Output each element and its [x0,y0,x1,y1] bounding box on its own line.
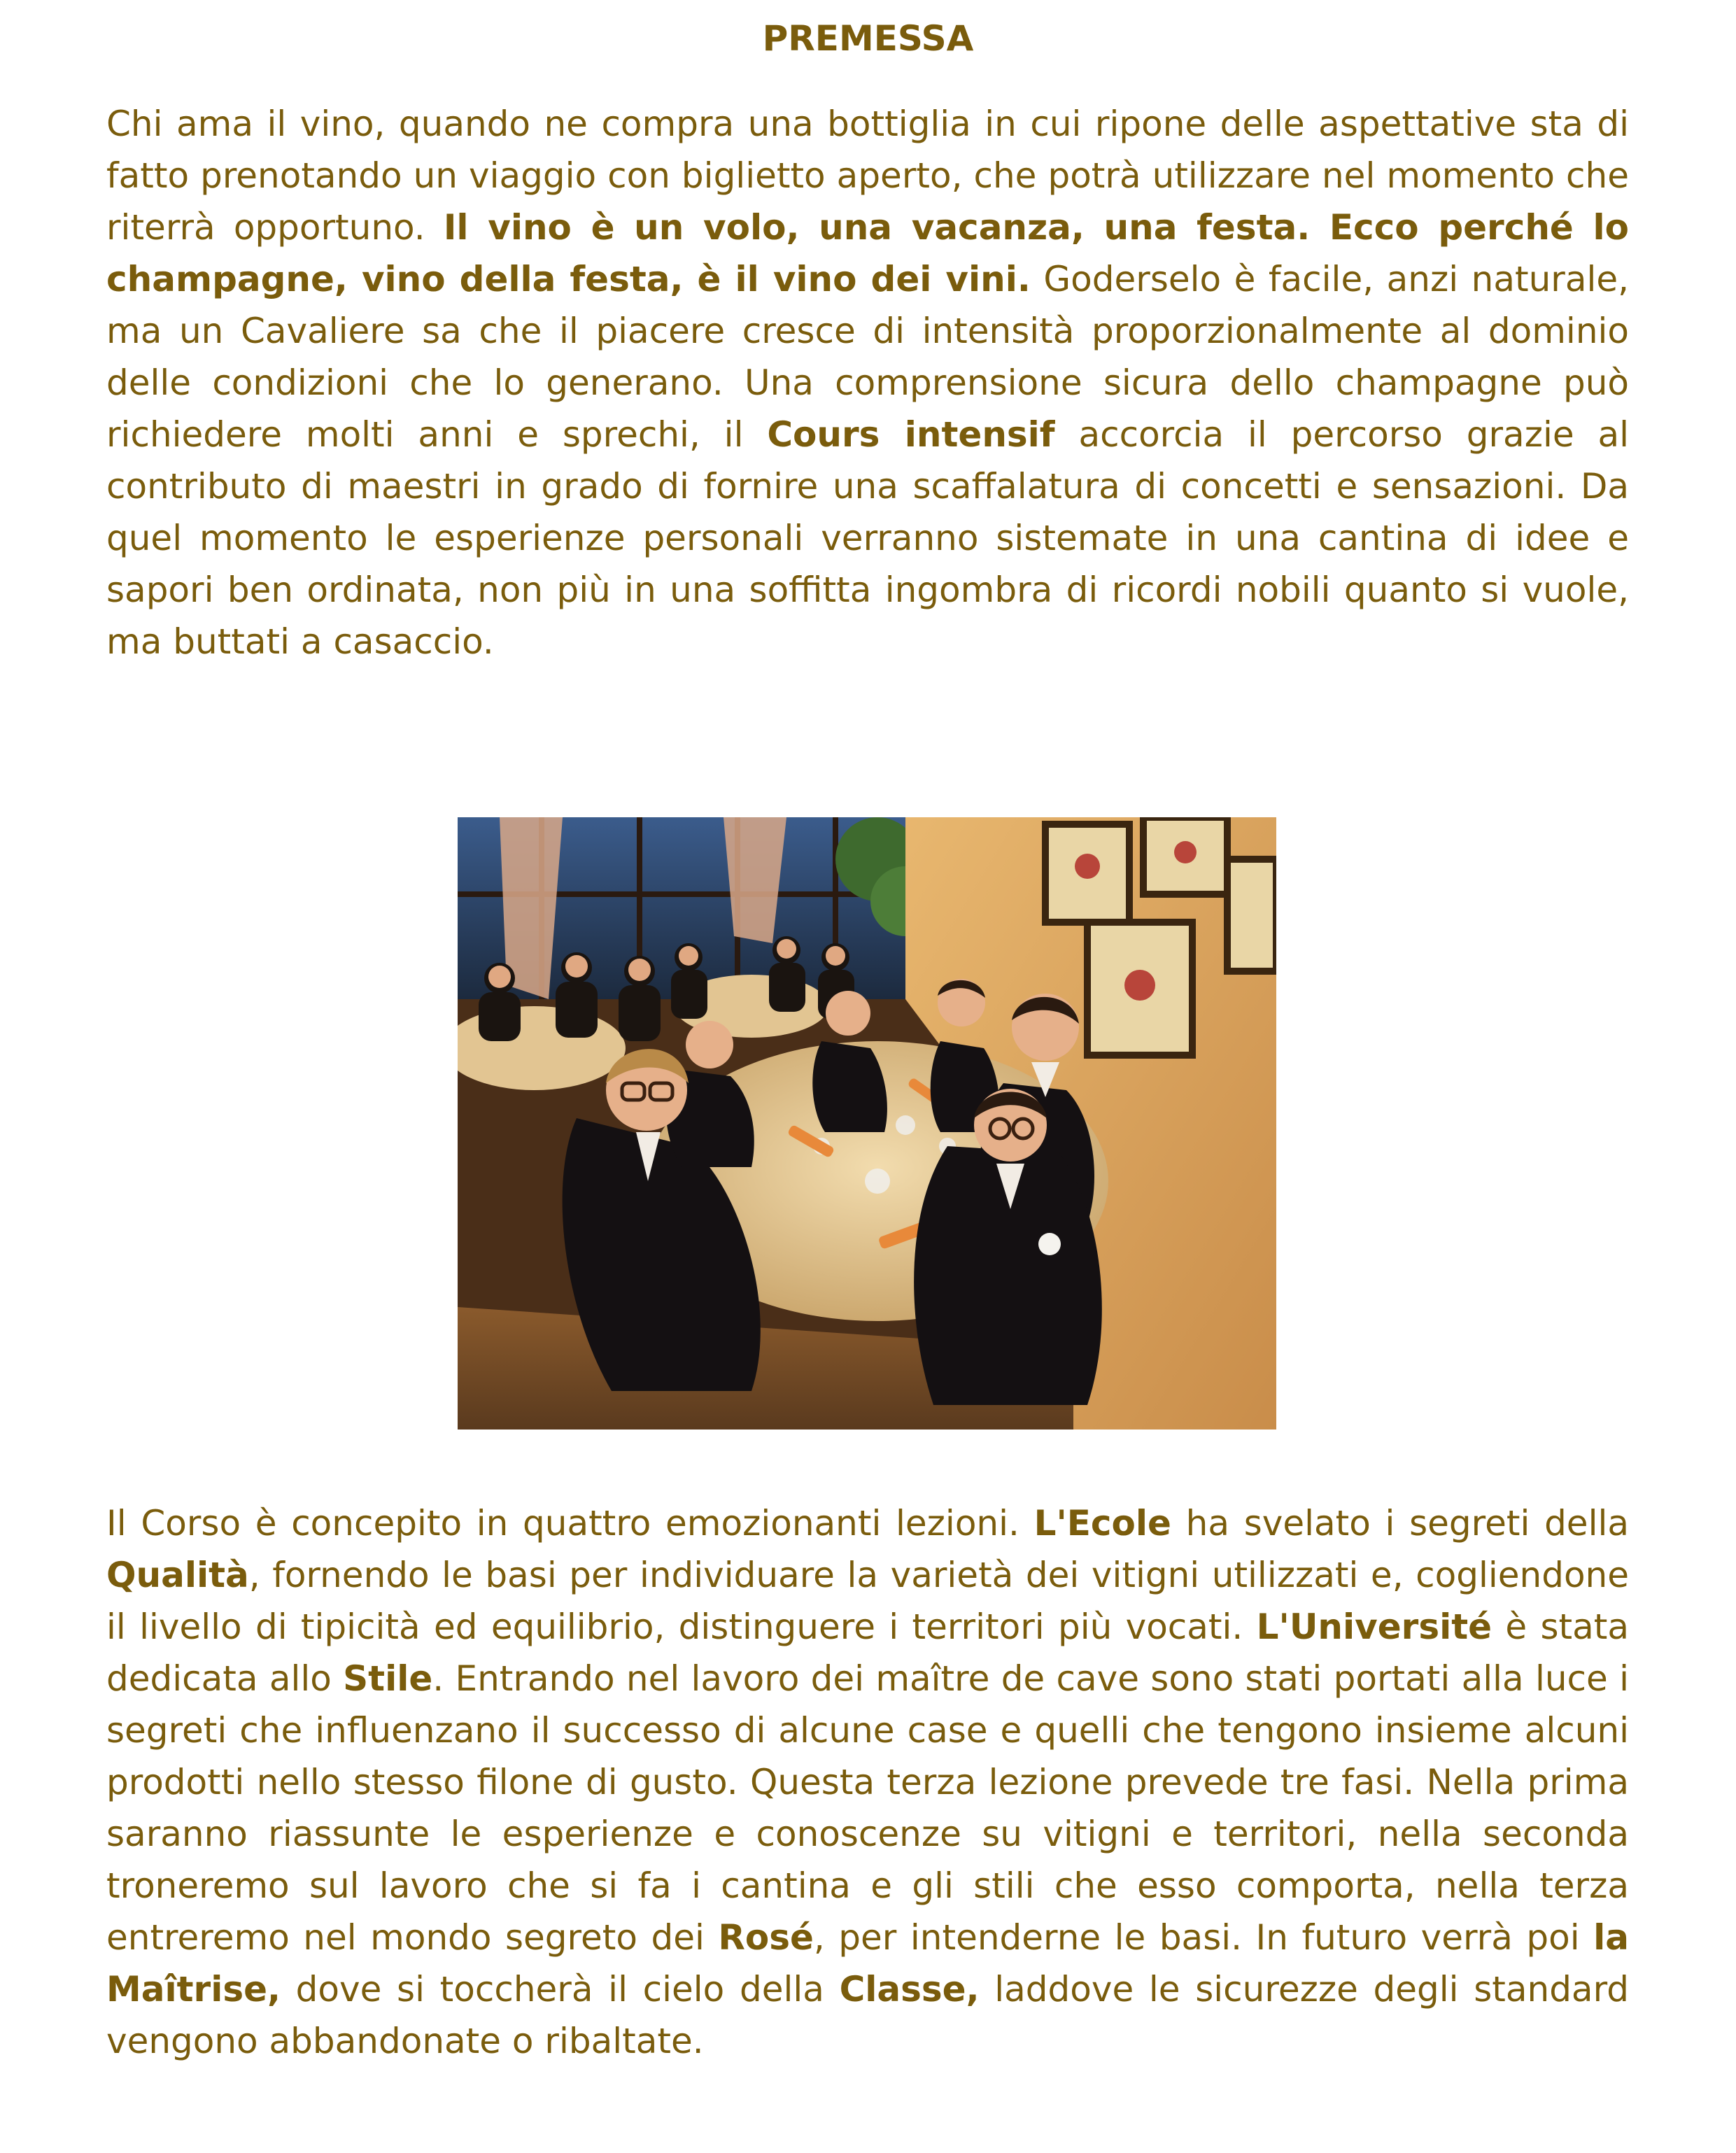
course-text-8: laddove le sicurezze degli standard vengono abbandonate o ribaltate. [106,1969,1629,2061]
course-bold-stile: Stile [343,1658,433,1699]
course-bold-maitrise: la Maîtrise, [106,1917,1630,2010]
course-text-6: , per intenderne le basi. In futuro verrà poi [813,1917,1594,1958]
course-text-4: è stata dedicata allo [106,1607,1630,1699]
course-text-2: ha svelato i segreti della [1171,1503,1629,1544]
course-text-1: Il Corso è concepito in quattro emozionanti lezioni. [106,1503,1034,1544]
group-dinner-photo [458,817,1276,1430]
course-paragraph [106,1497,1629,2067]
intro-bold-1: Il vino è un volo, una vacanza, una festa. Ecco perché lo champagne, vino della festa, è il vino dei vini. [106,207,1629,299]
intro-paragraph [106,98,1629,668]
course-text-3: , fornendo le basi per individuare la varietà dei vitigni utilizzati e, cogliendone il livello di tipicità ed equilibrio, distinguere i territori più vocati. [106,1555,1629,1647]
intro-text-3: accorcia il percorso grazie al contributo di maestri in grado di fornire una scaffalatura di concetti e sensazioni. Da quel momento le esperienze personali verranno sistemate in una cantina di idee e sapori ben ordinata, non più in una soffitta ingombra di ricordi nobili quanto si vuole, ma buttati a casaccio. [106,414,1629,662]
course-bold-classe: Classe, [839,1969,980,2010]
course-bold-rose: Rosé [718,1917,814,1958]
course-text-7: dove si toccherà il cielo della [281,1969,840,2010]
intro-bold-cours-intensif: Cours intensif [767,414,1055,455]
course-bold-qualita: Qualità [106,1555,249,1595]
page-title: PREMESSA [762,18,974,59]
course-bold-ecole: L'Ecole [1033,1503,1171,1544]
course-text-5: . Entrando nel lavoro dei maître de cave sono stati portati alla luce i segreti che influenzano il successo di alcune case e quelli che tengono insieme alcuni prodotti nello stesso filone di gusto. Questa terza lezione prevede tre fasi. Nella prima saranno riassunte le esperienze e conoscenze su vitigni e territori, nella seconda troneremo sul lavoro che si fa i cantina e gli stili che esso comporta, nella terza entreremo nel mondo segreto dei [106,1658,1629,1958]
course-bold-universite: L'Université [1256,1607,1492,1647]
intro-text-1: Chi ama il vino, quando ne compra una bottiglia in cui ripone delle aspettative sta di fatto prenotando un viaggio con biglietto aperto, che potrà utilizzare nel momento che riterrà opportuno. [106,104,1629,248]
intro-text-2: Goderselo è facile, anzi naturale, ma un Cavaliere sa che il piacere cresce di intensità proporzionalmente al dominio delle condizioni che lo generano. Una comprensione sicura dello champagne può richiedere molti anni e sprechi, il [106,259,1630,455]
